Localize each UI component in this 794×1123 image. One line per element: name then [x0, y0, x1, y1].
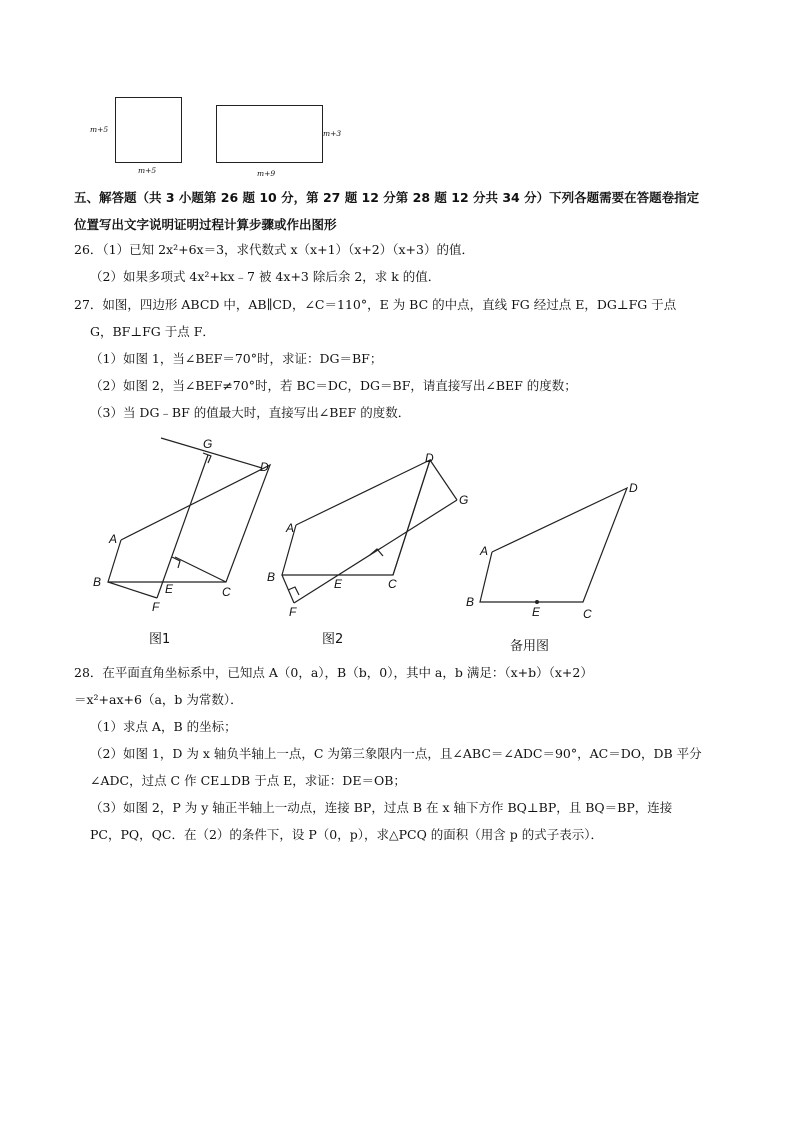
fig3-label-e: E [532, 605, 541, 619]
fig1-label-c: C [222, 585, 231, 599]
fig2-label-b: B [267, 570, 276, 584]
fig2-line-gf [294, 500, 457, 603]
fig3-label-b: B [466, 595, 475, 609]
fig1-label-a: A [109, 532, 118, 546]
rectangle-right-label: m+3 [323, 129, 342, 138]
q28-part3-line1: （3）如图 2，P 为 y 轴正半轴上一动点，连接 BP，过点 B 在 x 轴下方作 BQ⊥BP，且 BQ＝BP，连接 [90, 800, 673, 815]
rectangle-figure [216, 105, 323, 163]
q28-part2-line2: ∠ADC，过点 C 作 CE⊥DB 于点 E，求证：DE＝OB； [90, 773, 406, 788]
square-left-label: m+5 [90, 125, 109, 134]
q28-stem-line2: ＝x²+ax+6（a，b 为常数）． [74, 692, 243, 707]
fig3-label-a: A [480, 544, 489, 558]
fig2-caption: 图2 [322, 632, 344, 647]
q27-stem-line1: 27．如图，四边形 ABCD 中，AB∥CD，∠C＝110°，E 为 BC 的中点，直线 FG 经过点 E，DG⊥FG 于点 [74, 297, 677, 312]
q28-stem-line1: 28．在平面直角坐标系中，已知点 A（0，a），B（b，0），其中 a，b 满足：（x+b）（x+2） [74, 665, 593, 680]
fig2-quadrilateral [282, 460, 430, 575]
q26-part1: 26．（1）已知 2x²+6x＝3，求代数式 x（x+1）（x+2）（x+3）的值． [74, 242, 474, 257]
fig1-line-bf [108, 582, 157, 598]
q27-part2: （2）如图 2，当∠BEF≠70°时，若 BC＝DC，DG＝BF，请直接写出∠BEF 的度数； [90, 378, 577, 393]
q28-part3-line2: PC，PQ，QC．在（2）的条件下，设 P（0，p），求△PCQ 的面积（用含 p 的式子表示）． [90, 827, 603, 842]
q27-part3: （3）当 DG﹣BF 的值最大时，直接写出∠BEF 的度数． [90, 405, 411, 420]
fig1-line-fe [157, 455, 208, 598]
q28-part1: （1）求点 A，B 的坐标； [90, 719, 237, 734]
section-heading-line1: 五、解答题（共 3 小题第 26 题 10 分，第 27 题 12 分第 28 题 12 分共 34 分）下列各题需要在答题卷指定 [74, 190, 700, 205]
rectangle-bottom-label: m+9 [257, 169, 276, 178]
fig2-line-bf [282, 575, 294, 603]
fig2-label-f: F [289, 605, 297, 619]
fig3-caption: 备用图 [510, 639, 550, 654]
square-bottom-label: m+5 [138, 166, 157, 175]
fig1-line-cf [175, 557, 226, 582]
fig3-label-d: D [629, 481, 638, 495]
fig2-label-c: C [388, 577, 397, 591]
q27-part1: （1）如图 1，当∠BEF＝70°时，求证：DG＝BF； [90, 351, 383, 366]
q26-part2: （2）如果多项式 4x²+kx﹣7 被 4x+3 除后余 2，求 k 的值． [90, 269, 441, 284]
fig2-line-dg [430, 460, 457, 500]
fig1-label-b: B [93, 575, 102, 589]
q28-part2-line1: （2）如图 1，D 为 x 轴负半轴上一点，C 为第三象限内一点，且∠ABC＝∠ADC＝90°，AC＝DO，DB 平分 [90, 746, 702, 761]
fig1-label-f: F [152, 600, 160, 614]
fig3-label-c: C [583, 607, 592, 621]
fig2-label-g: G [459, 493, 469, 507]
fig1-label-g: G [203, 437, 213, 451]
fig3-point-e [535, 600, 539, 604]
fig2-label-d: D [425, 451, 434, 465]
q27-stem-line2: G，BF⊥FG 于点 F． [90, 324, 215, 339]
fig2-label-a: A [286, 521, 295, 535]
section-heading-line2: 位置写出文字说明证明过程计算步骤或作出图形 [74, 217, 337, 232]
fig1-label-e: E [165, 582, 174, 596]
fig1-label-d: D [260, 460, 269, 474]
fig1-caption: 图1 [149, 632, 171, 647]
fig2-label-e: E [334, 577, 343, 591]
fig2-right-angle [370, 549, 383, 556]
fig2-line-cd [393, 460, 430, 575]
square-figure [115, 97, 182, 163]
q27-figures [0, 430, 794, 660]
fig3-quadrilateral [480, 488, 627, 602]
